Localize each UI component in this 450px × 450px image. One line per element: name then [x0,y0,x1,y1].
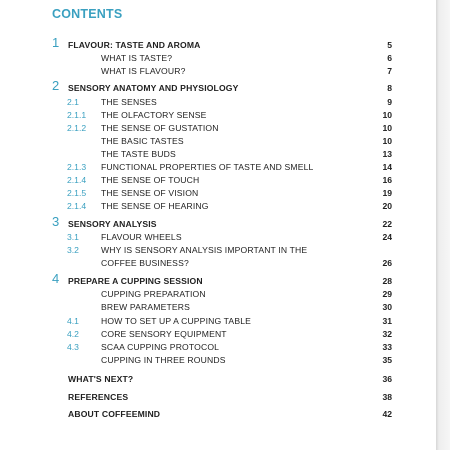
section-title: WHAT'S NEXT? [68,374,134,384]
page-number: 29 [382,289,392,299]
section-number: 2.1.5 [67,188,87,198]
page-number: 22 [382,219,392,229]
section-title: BREW PARAMETERS [101,302,190,312]
section-title: FUNCTIONAL PROPERTIES OF TASTE AND SMELL [101,162,314,172]
page-number: 7 [387,66,392,76]
section-title: ABOUT COFFEEMIND [68,409,161,419]
section-title: THE SENSE OF TOUCH [101,175,200,185]
page-number: 9 [387,97,392,107]
section-number: 1 [52,35,60,50]
page-number: 38 [382,392,392,402]
page-number: 20 [382,201,392,211]
page-number: 26 [382,258,392,268]
section-title: THE BASIC TASTES [101,136,184,146]
section-number: 2.1.4 [67,201,87,211]
section-number: 3 [52,214,60,229]
section-number: 4.2 [67,329,79,339]
section-title: CORE SENSORY EQUIPMENT [101,329,227,339]
page-number: 31 [382,316,392,326]
section-title: SCAA CUPPING PROTOCOL [101,342,220,352]
page-number: 35 [382,355,392,365]
page-number: 33 [382,342,392,352]
section-number: 3.1 [67,232,79,242]
contents-heading: CONTENTS [52,7,123,21]
section-title: COFFEE BUSINESS? [101,258,189,268]
section-title: CUPPING PREPARATION [101,289,206,299]
page-number: 42 [382,409,392,419]
section-number: 3.2 [67,245,79,255]
page-number: 13 [382,149,392,159]
section-title: HOW TO SET UP A CUPPING TABLE [101,316,252,326]
section-title: CUPPING IN THREE ROUNDS [101,355,226,365]
section-title: FLAVOUR: TASTE AND AROMA [68,40,201,50]
section-number: 4.1 [67,316,79,326]
section-number: 2 [52,78,60,93]
page-number: 10 [382,123,392,133]
section-number: 2.1.2 [67,123,87,133]
page-number: 16 [382,175,392,185]
page-number: 19 [382,188,392,198]
section-number: 2.1.1 [67,110,87,120]
page-number: 5 [387,40,392,50]
section-number: 4 [52,271,60,286]
section-number: 4.3 [67,342,79,352]
page-number: 8 [387,83,392,93]
page-edge-shadow [436,0,450,450]
section-title: WHAT IS FLAVOUR? [101,66,186,76]
section-title: PREPARE A CUPPING SESSION [68,276,203,286]
section-title: THE TASTE BUDS [101,149,176,159]
section-title: WHAT IS TASTE? [101,53,173,63]
section-title: SENSORY ANATOMY AND PHYSIOLOGY [68,83,239,93]
section-title: THE OLFACTORY SENSE [101,110,207,120]
page-number: 32 [382,329,392,339]
page-number: 24 [382,232,392,242]
page-number: 36 [382,374,392,384]
section-title: THE SENSE OF HEARING [101,201,209,211]
page-number: 6 [387,53,392,63]
section-number: 2.1 [67,97,79,107]
section-number: 2.1.4 [67,175,87,185]
section-title: FLAVOUR WHEELS [101,232,182,242]
page-number: 10 [382,110,392,120]
section-title: THE SENSE OF VISION [101,188,199,198]
page-number: 30 [382,302,392,312]
section-title: THE SENSES [101,97,157,107]
section-title: REFERENCES [68,392,129,402]
section-title: SENSORY ANALYSIS [68,219,157,229]
page-number: 14 [382,162,392,172]
page-number: 28 [382,276,392,286]
section-title: WHY IS SENSORY ANALYSIS IMPORTANT IN THE [101,245,308,255]
page-number: 10 [382,136,392,146]
section-number: 2.1.3 [67,162,87,172]
section-title: THE SENSE OF GUSTATION [101,123,219,133]
